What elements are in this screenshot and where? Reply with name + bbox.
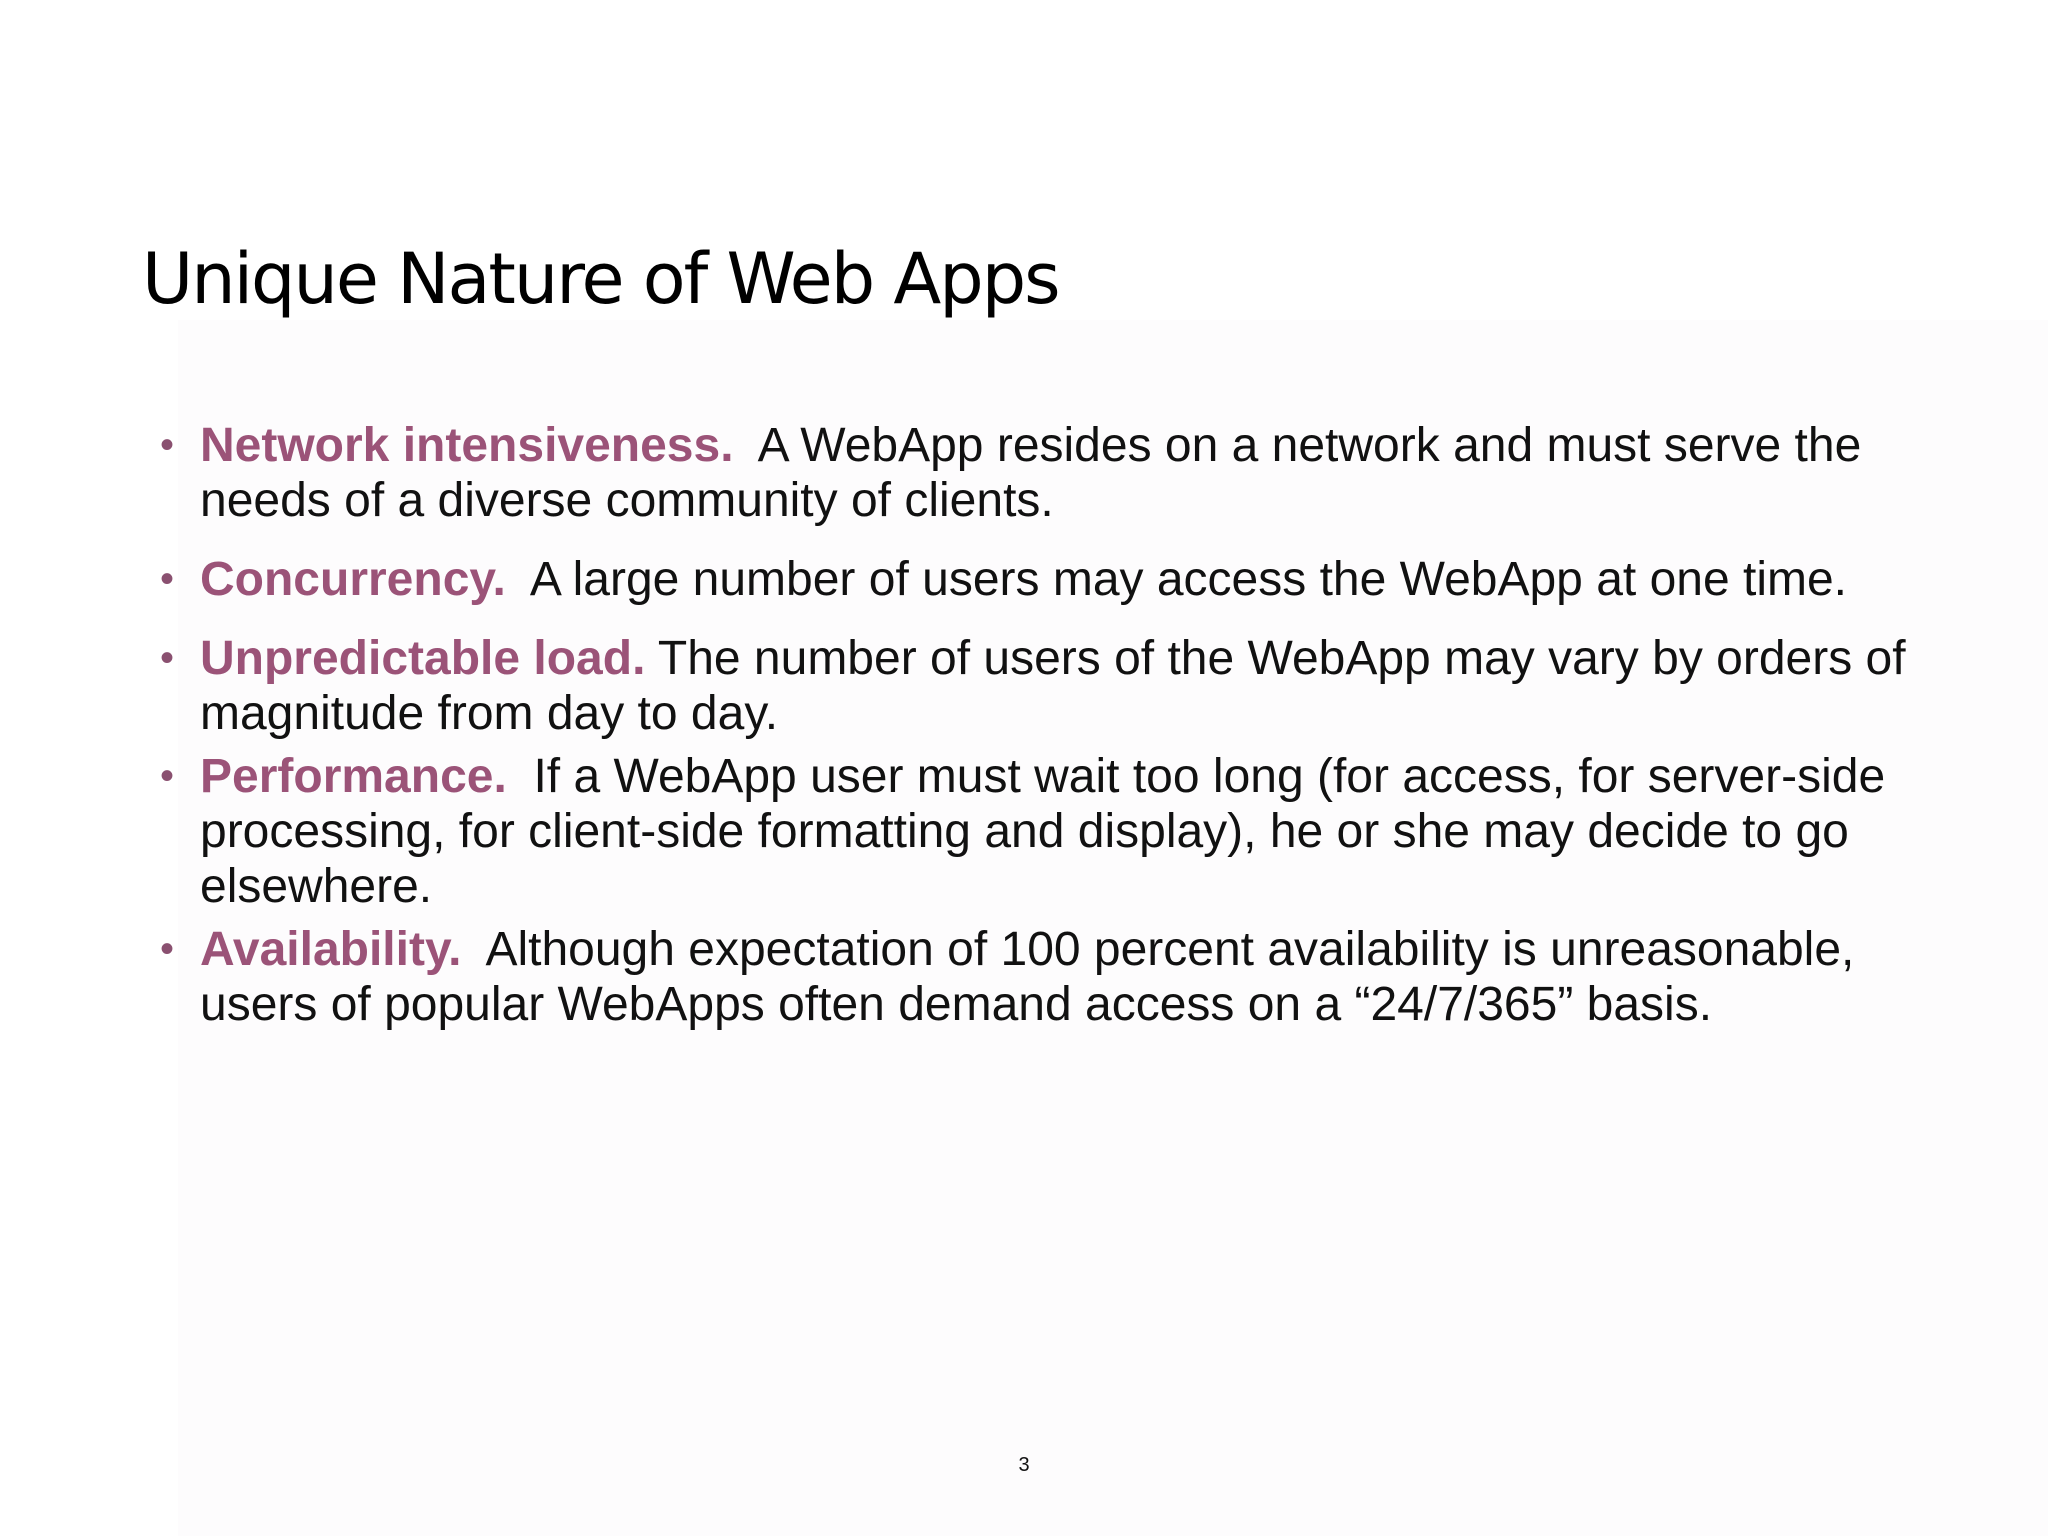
- bullet-term: Unpredictable load.: [200, 632, 646, 685]
- bullet-performance: [160, 749, 1920, 914]
- bullet-term: Performance.: [200, 750, 507, 803]
- bullet-unpredictable-load: [160, 631, 1920, 741]
- bullet-term: Network intensiveness.: [200, 419, 734, 472]
- bullet-list: [160, 418, 1920, 1032]
- bullet-text: The number of users of the WebApp may vary by orders of magnitude from day to day.: [200, 632, 1906, 740]
- bullet-icon: •: [160, 927, 175, 971]
- bullet-concurrency: [160, 552, 1920, 607]
- bullet-text: A WebApp resides on a network and must serve the needs of a diverse community of clients.: [200, 419, 1862, 527]
- bullet-availability: [160, 922, 1920, 1032]
- bullet-icon: •: [160, 423, 175, 467]
- bullet-term: Concurrency.: [200, 553, 506, 606]
- page-number: 3: [1018, 1454, 1030, 1476]
- bullet-icon: •: [160, 557, 175, 601]
- bullet-network-intensiveness: [160, 418, 1920, 528]
- bullet-text: Although expectation of 100 percent availability is unreasonable, users of popular WebApps often demand access on a “24/7/365” basis.: [200, 923, 1855, 1031]
- bullet-icon: •: [160, 754, 175, 798]
- slide-title: Unique Nature of Web Apps: [142, 238, 1059, 320]
- bullet-text: If a WebApp user must wait too long (for access, for server-side processing, for client-side formatting and display), he or she may decide to go elsewhere.: [200, 750, 1886, 913]
- bullet-text: A large number of users may access the WebApp at one time.: [529, 553, 1848, 606]
- bullet-term: Availability.: [200, 923, 462, 976]
- bullet-icon: •: [160, 636, 175, 680]
